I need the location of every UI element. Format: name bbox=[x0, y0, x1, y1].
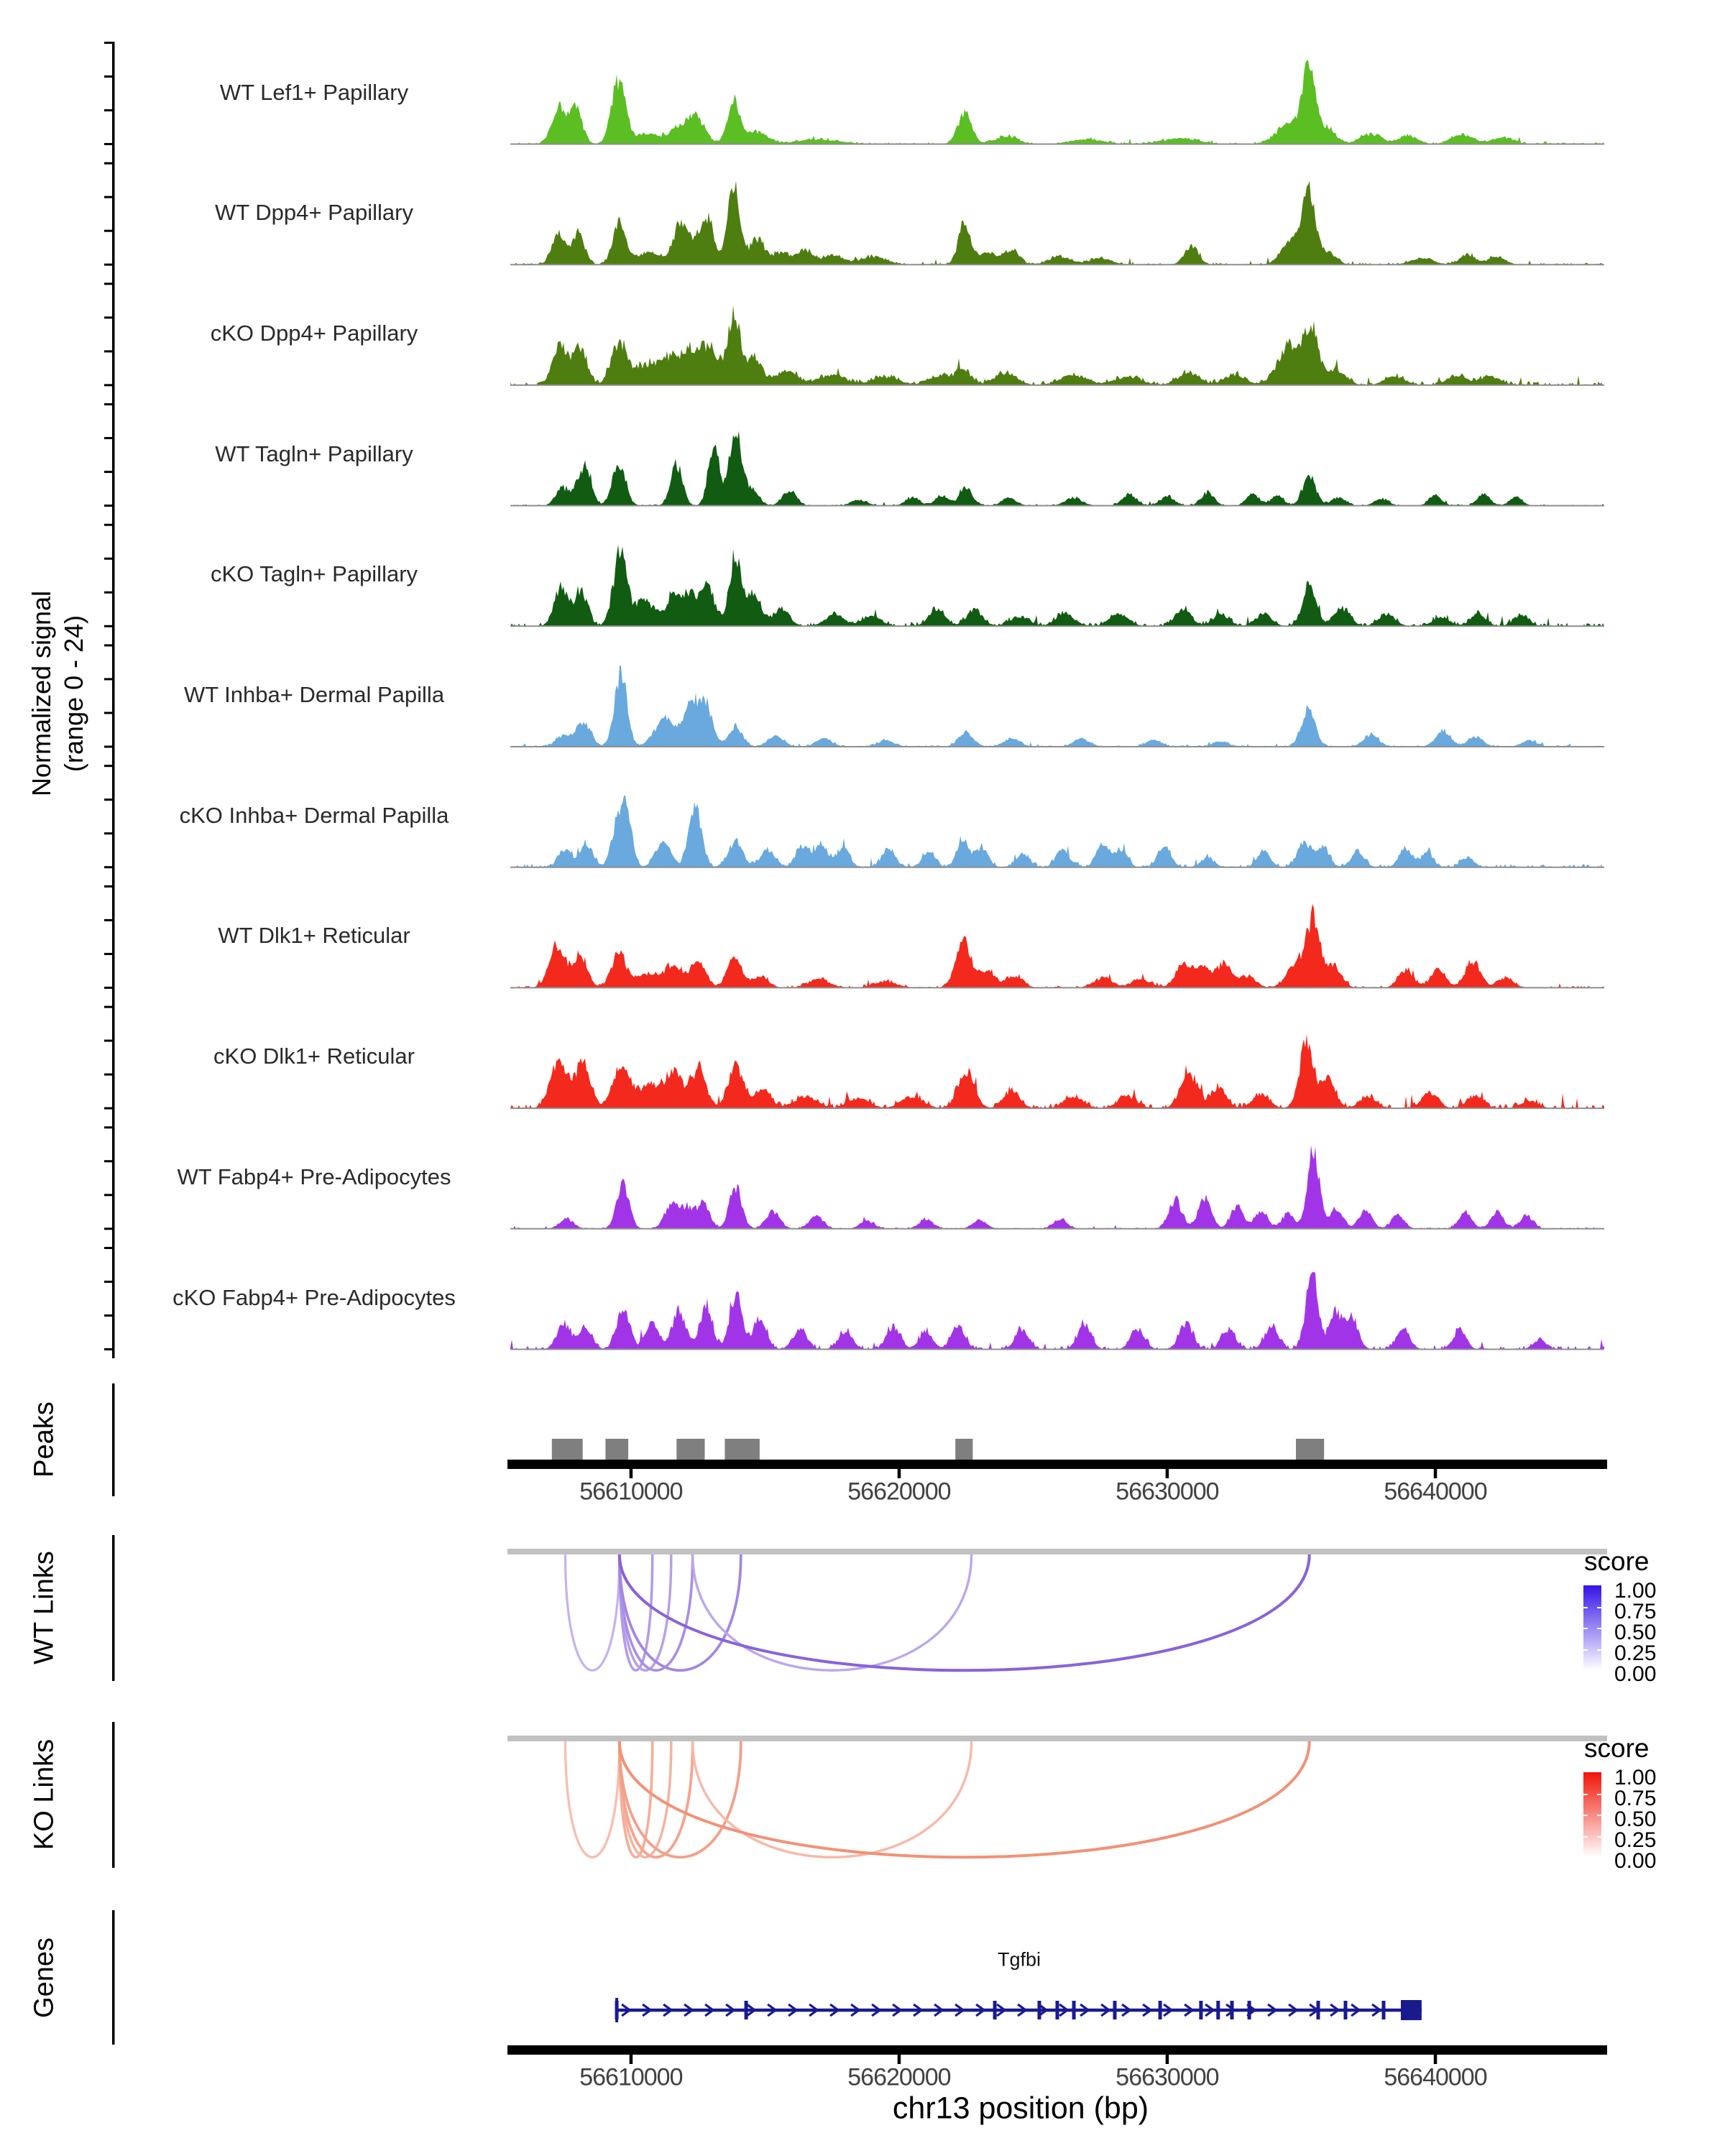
bottom-axis-tick-label: 56620000 bbox=[847, 2063, 951, 2091]
coverage-track-wt-dlk1 bbox=[510, 904, 1604, 988]
y-axis-tick bbox=[104, 75, 112, 78]
bottom-axis-tick-label: 56630000 bbox=[1116, 2063, 1219, 2091]
y-axis-tick bbox=[104, 1160, 112, 1162]
track-label-wt-tagln: WT Tagln+ Papillary bbox=[215, 441, 413, 466]
y-axis-tick bbox=[104, 1227, 112, 1230]
score-legend-label: 0.75 bbox=[1614, 1600, 1657, 1623]
y-axis-tick bbox=[104, 645, 112, 647]
y-axis-spine bbox=[112, 42, 115, 1358]
y-axis-label-line2: (range 0 - 24) bbox=[59, 614, 88, 773]
genome-axis-tick bbox=[898, 1469, 901, 1478]
coverage-track-wt-fabp4 bbox=[510, 1145, 1604, 1229]
y-axis-tick bbox=[104, 798, 112, 801]
score-legend-label: 1.00 bbox=[1614, 1579, 1657, 1603]
gene-exon bbox=[1113, 2001, 1117, 2019]
y-axis-tick bbox=[104, 1006, 112, 1008]
bottom-axis-tick bbox=[1166, 2055, 1169, 2064]
y-axis-tick bbox=[104, 746, 112, 748]
genome-axis-tick-label: 56630000 bbox=[1116, 1478, 1219, 1506]
y-axis-tick bbox=[104, 712, 112, 714]
gene-exon bbox=[745, 2001, 748, 2019]
legend-tick-notch bbox=[1597, 1607, 1601, 1608]
track-label-cko-tagln: cKO Tagln+ Papillary bbox=[210, 561, 418, 587]
genome-axis-tick bbox=[1166, 1469, 1169, 1478]
y-axis-tick bbox=[104, 832, 112, 834]
peak-interval bbox=[1296, 1439, 1324, 1460]
peaks-spine bbox=[112, 1383, 115, 1496]
links-top-line bbox=[507, 1549, 1607, 1554]
genome-axis-tick bbox=[1434, 1469, 1438, 1478]
gene-body-line bbox=[617, 2009, 1422, 2012]
track-label-wt-fabp4: WT Fabp4+ Pre-Adipocytes bbox=[177, 1164, 451, 1189]
legend-tick-notch bbox=[1583, 1836, 1588, 1838]
link-arc bbox=[620, 1741, 741, 1857]
wt-score-legend-title: score bbox=[1584, 1547, 1650, 1576]
score-legend-label: 0.75 bbox=[1614, 1787, 1657, 1810]
genome-axis-bar bbox=[507, 1460, 1607, 1469]
gene-exon bbox=[1216, 2001, 1220, 2019]
peak-interval bbox=[955, 1439, 972, 1460]
y-axis-tick bbox=[104, 42, 112, 44]
y-axis-tick bbox=[104, 919, 112, 921]
y-axis-tick bbox=[104, 1348, 112, 1350]
legend-tick-notch bbox=[1583, 1649, 1588, 1651]
gene-name-label: Tgfbi bbox=[997, 1948, 1041, 1971]
ko-score-gradient-bar bbox=[1583, 1772, 1601, 1857]
wt-links-spine bbox=[112, 1535, 115, 1681]
coverage-track-cko-dpp4 bbox=[510, 305, 1604, 385]
track-label-wt-dlk1: WT Dlk1+ Reticular bbox=[218, 923, 410, 949]
link-arc bbox=[620, 1554, 741, 1670]
y-axis-tick bbox=[104, 1107, 112, 1110]
gene-exon bbox=[1248, 2001, 1251, 2019]
genome-axis-tick bbox=[630, 1469, 633, 1478]
bottom-axis-tick-label: 56640000 bbox=[1384, 2063, 1487, 2091]
y-axis-tick bbox=[104, 403, 112, 405]
y-axis-tick bbox=[104, 109, 112, 111]
score-legend-label: 0.50 bbox=[1614, 1807, 1657, 1831]
y-axis-tick bbox=[104, 1247, 112, 1249]
score-legend-label: 0.25 bbox=[1614, 1641, 1657, 1665]
gene-exon bbox=[1038, 2001, 1041, 2019]
gene-exon bbox=[993, 2001, 997, 2019]
y-axis-label-line1: Normalized signal bbox=[27, 590, 56, 797]
wt-score-gradient-bar bbox=[1583, 1585, 1601, 1670]
gene-exon bbox=[1344, 2001, 1348, 2019]
legend-tick-notch bbox=[1583, 1607, 1588, 1608]
y-axis-tick bbox=[104, 953, 112, 955]
coverage-track-cko-dlk1 bbox=[510, 1034, 1604, 1109]
gene-exon bbox=[1317, 2001, 1320, 2019]
bottom-axis-tick-label: 56610000 bbox=[579, 2063, 683, 2091]
y-axis-tick bbox=[104, 316, 112, 318]
peaks-section-label: Peaks bbox=[29, 1401, 60, 1478]
genome-axis-tick-label: 56620000 bbox=[847, 1478, 951, 1506]
y-axis-tick bbox=[104, 384, 112, 386]
bottom-axis-tick bbox=[898, 2055, 901, 2064]
peak-interval bbox=[552, 1439, 583, 1460]
link-arc bbox=[566, 1741, 620, 1857]
bottom-axis-tick bbox=[1434, 2055, 1438, 2064]
track-label-cko-dlk1: cKO Dlk1+ Reticular bbox=[213, 1044, 415, 1069]
gene-exon bbox=[1199, 2001, 1202, 2019]
gene-exon bbox=[1382, 2001, 1386, 2019]
legend-tick-notch bbox=[1597, 1794, 1601, 1795]
peak-interval bbox=[724, 1439, 760, 1460]
track-label-cko-inhba: cKO Inhba+ Dermal Papilla bbox=[179, 802, 449, 828]
score-legend-label: 0.00 bbox=[1614, 1662, 1657, 1686]
coverage-track-wt-lef1 bbox=[510, 60, 1604, 144]
y-axis-tick bbox=[104, 1126, 112, 1128]
score-legend-label: 1.00 bbox=[1614, 1766, 1657, 1789]
y-axis-tick bbox=[104, 625, 112, 627]
gene-exon bbox=[1159, 2001, 1162, 2019]
link-arc bbox=[620, 1554, 1310, 1670]
y-axis-tick bbox=[104, 1194, 112, 1196]
link-arc bbox=[620, 1741, 1310, 1857]
y-axis-tick bbox=[104, 162, 112, 165]
y-axis-tick bbox=[104, 885, 112, 888]
y-axis-tick bbox=[104, 230, 112, 232]
legend-tick-notch bbox=[1583, 1815, 1588, 1816]
gene-terminal-exon-box bbox=[1401, 2000, 1422, 2020]
coverage-track-wt-dpp4 bbox=[510, 181, 1604, 265]
y-axis-tick bbox=[104, 524, 112, 526]
track-label-wt-lef1: WT Lef1+ Papillary bbox=[219, 79, 409, 105]
peak-interval bbox=[676, 1439, 704, 1460]
y-axis-tick bbox=[104, 437, 112, 439]
bottom-axis-bar bbox=[507, 2045, 1607, 2055]
y-axis-tick bbox=[104, 1281, 112, 1283]
score-legend-label: 0.50 bbox=[1614, 1621, 1657, 1644]
coverage-track-wt-inhba bbox=[510, 665, 1604, 747]
coverage-track-cko-inhba bbox=[510, 796, 1604, 867]
y-axis-tick bbox=[104, 264, 112, 266]
coverage-track-cko-tagln bbox=[510, 545, 1604, 626]
y-axis-tick bbox=[104, 987, 112, 989]
track-label-wt-inhba: WT Inhba+ Dermal Papilla bbox=[183, 682, 445, 707]
track-label-cko-fabp4: cKO Fabp4+ Pre-Adipocytes bbox=[172, 1284, 456, 1310]
wt-links-section-label: WT Links bbox=[29, 1551, 60, 1664]
ko-score-legend-title: score bbox=[1584, 1733, 1650, 1763]
gene-exon bbox=[1056, 2001, 1059, 2019]
y-axis-tick bbox=[104, 558, 112, 560]
y-axis-tick bbox=[104, 350, 112, 352]
ko-links-section-label: KO Links bbox=[29, 1738, 60, 1851]
legend-tick-notch bbox=[1583, 1628, 1588, 1629]
y-axis-tick bbox=[104, 866, 112, 868]
y-axis-label bbox=[25, 591, 90, 796]
y-axis-tick bbox=[104, 196, 112, 198]
legend-tick-notch bbox=[1597, 1649, 1601, 1651]
peak-interval bbox=[605, 1439, 628, 1460]
genome-axis-tick-label: 56610000 bbox=[579, 1478, 683, 1506]
legend-tick-notch bbox=[1597, 1815, 1601, 1816]
x-axis-title: chr13 position (bp) bbox=[892, 2091, 1149, 2126]
y-axis-tick bbox=[104, 591, 112, 594]
y-axis-tick bbox=[104, 143, 112, 145]
gene-exon bbox=[1230, 2001, 1234, 2019]
genome-axis-tick-label: 56640000 bbox=[1384, 1478, 1487, 1506]
y-axis-tick bbox=[104, 1074, 112, 1076]
legend-tick-notch bbox=[1583, 1794, 1588, 1795]
y-axis-tick bbox=[104, 505, 112, 507]
coverage-track-wt-tagln bbox=[510, 431, 1604, 506]
links-top-line bbox=[507, 1736, 1607, 1741]
legend-tick-notch bbox=[1597, 1836, 1601, 1838]
y-axis-tick bbox=[104, 678, 112, 681]
y-axis-tick bbox=[104, 282, 112, 285]
y-axis-tick bbox=[104, 1314, 112, 1317]
y-axis-tick bbox=[104, 1040, 112, 1042]
track-label-wt-dpp4: WT Dpp4+ Papillary bbox=[215, 200, 413, 226]
bottom-axis-tick bbox=[630, 2055, 633, 2064]
y-axis-tick bbox=[104, 471, 112, 473]
gene-tss-bar bbox=[615, 1998, 618, 2022]
score-legend-label: 0.00 bbox=[1614, 1849, 1657, 1873]
genes-spine bbox=[112, 1910, 115, 2045]
gene-exon bbox=[1072, 2001, 1076, 2019]
ko-links-spine bbox=[112, 1722, 115, 1868]
track-label-cko-dpp4: cKO Dpp4+ Papillary bbox=[210, 320, 418, 346]
score-legend-label: 0.25 bbox=[1614, 1828, 1657, 1852]
coverage-track-cko-fabp4 bbox=[510, 1272, 1604, 1350]
legend-tick-notch bbox=[1597, 1628, 1601, 1629]
y-axis-tick bbox=[104, 765, 112, 767]
genes-section-label: Genes bbox=[29, 1938, 60, 2018]
link-arc bbox=[566, 1554, 620, 1670]
